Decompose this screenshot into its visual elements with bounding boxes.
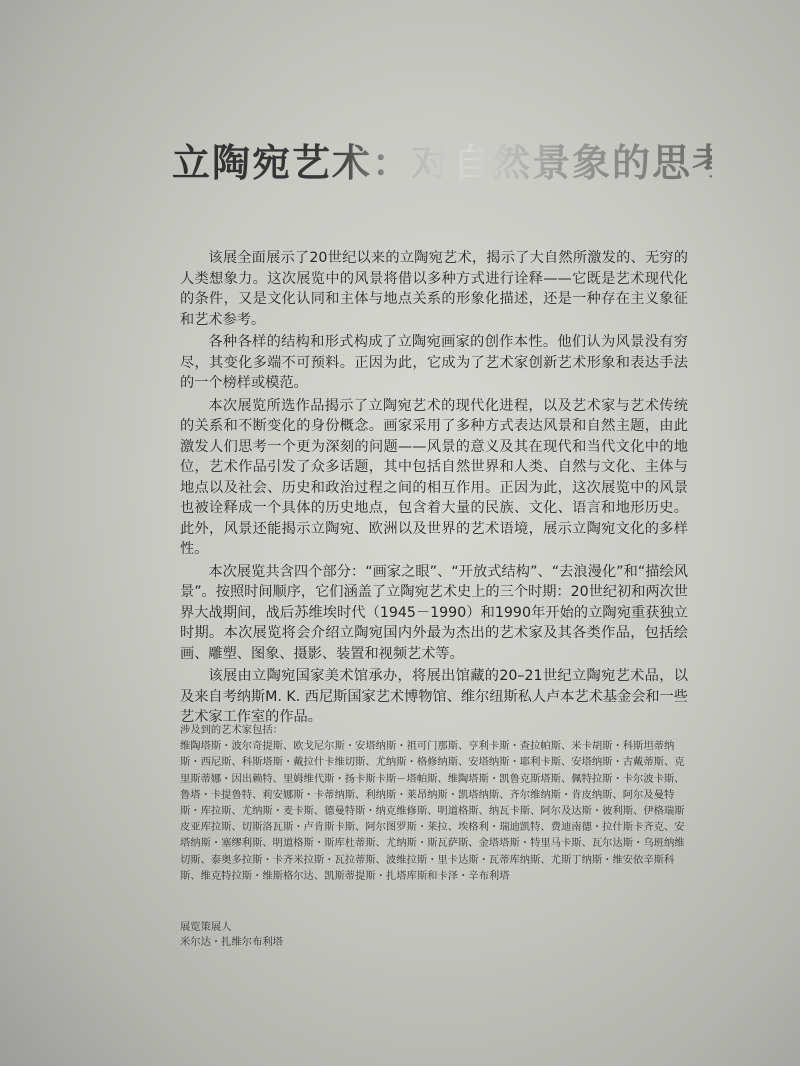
- curator-label: 展览策展人: [180, 921, 232, 933]
- page-title: 立陶宛艺术：对自然景象的思考: [172, 132, 712, 187]
- paragraph: 本次展览所选作品揭示了立陶宛艺术的现代化进程，以及艺术家与艺术传统的关系和不断变化的身份概念。画家采用了多种方式表达风景和自然主题，由此激发人们思考一个更为深刻的问题——风景的意义及其在现代和当代文化中的地位，艺术作品引发了众多话题，其中包括自然世界和人类、自然与文化、主体与地点以及社会、历史和政治过程之间的相互作用。正因为此，这次展览中的风景也被诠释成一个具体的历史地点，包含着大量的民族、文化、语言和地形历史。此外，风景还能揭示立陶宛、欧洲以及世界的艺术语境，展示立陶宛文化的多样性。: [180, 397, 688, 557]
- curator-block: [180, 920, 480, 950]
- artists-names: 维陶塔斯・波尔奇提斯、欧戈尼尔斯・安塔纳斯・祖可门那斯、亨利卡斯・查拉帕斯、米卡胡斯・科斯坦蒂纳斯・西尼斯、科斯塔斯・戴拉什卡维切斯、尤纳斯・格修纳斯、安塔纳斯・耶利卡斯、安塔纳斯・古戴蒂斯、克里斯蒂娜・因出赖特、里姆维代斯・扬卡斯卡斯－塔帕斯、维陶塔斯・凯鲁克斯塔斯、佩特拉斯・卡尔波卡斯、鲁塔・卡提鲁特、莉安娜斯・卡蒂纳斯、利纳斯・莱昂纳斯・凯塔纳斯、齐尔维纳斯・肯皮纳斯、阿尔及曼特斯・库拉斯、尤纳斯・麦卡斯、德曼特斯・纳克维修斯、明道格斯、纳瓦卡斯、阿尔及达斯・彼利斯、伊格瑞斯 皮亚库拉斯、切斯洛瓦斯・卢肯斯卡斯、阿尔图罗斯・莱拉、埃格利・瑞迪凯特、费迪南德・拉什斯卡齐克、安塔纳斯・塞缪利斯、明道格斯・斯库杜蒂斯、尤纳斯・斯瓦萨斯、金塔塔斯・特里马卡斯、瓦尔达斯・乌班纳维切斯、泰奥多拉斯・卡齐米拉斯・瓦拉蒂斯、波维拉斯・里卡达斯・瓦蒂库纳斯、尤斯丁纳斯・维安依辛斯科斯、维克特拉斯・维斯格尔达、凯斯蒂提斯・扎塔库斯和卡泽・辛布利塔: [180, 740, 685, 882]
- paragraph: 本次展览共含四个部分：“画家之眼”、“开放式结构”、“去浪漫化”和“描绘风景”。按照时间顺序，它们涵盖了立陶宛艺术史上的三个时期：20世纪初和两次世界大战期间，战后苏维埃时代（1945－1990）和1990年开始的立陶宛重获独立时期。本次展览将会介绍立陶宛国内外最为杰出的艺术家及其各类作品，包括绘画、雕塑、图象、摄影、装置和视频艺术等。: [180, 563, 688, 662]
- paragraph: 该展全面展示了20世纪以来的立陶宛艺术，揭示了大自然所激发的、无穷的人类想象力。这次展览中的风景将借以多种方式进行诠释——它既是艺术现代化的条件，又是文化认同和主体与地点关系的形象化描述，还是一种存在主义象征和艺术参考。: [180, 250, 688, 328]
- curator-name: 米尔达・扎维尔布利塔: [180, 936, 283, 948]
- exhibition-panel: [20, 20, 780, 1050]
- paragraph: 该展由立陶宛国家美术馆承办，将展出馆藏的20–21世纪立陶宛艺术品，以及来自考纳斯M. K. 西尼斯国家艺术博物馆、维尔纽斯私人卢本艺术基金会和一些艺术家工作室的作品。: [180, 668, 688, 725]
- intro-text: [180, 248, 688, 730]
- paragraph: 各种各样的结构和形式构成了立陶宛画家的创作本性。他们认为风景没有穷尽，其变化多端不可预料。正因为此，它成为了艺术家创新艺术形象和表达手法的一个榜样或模范。: [180, 334, 688, 391]
- artists-label: 涉及到的艺术家包括：: [180, 724, 283, 736]
- artists-list: [180, 722, 692, 884]
